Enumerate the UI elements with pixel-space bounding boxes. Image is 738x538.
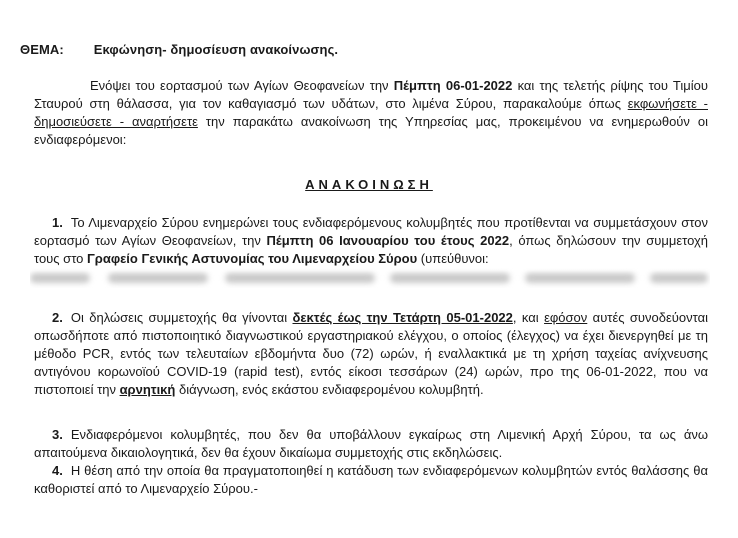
intro-text-3: την παρακάτω ανακοίνωση της Υπηρεσίας μας, προκειμένου να ενημερωθούν οι ενδιαφερόμενοι: — [34, 114, 708, 147]
item-1-text-2: , όπως δηλώσουν την συμμετοχή τους στο — [34, 233, 709, 266]
item-3-number: 3. — [52, 427, 63, 442]
item-1-number: 1. — [52, 215, 63, 230]
item-2-deadline: δεκτές έως την Τετάρτη 05-01-2022 — [292, 310, 513, 325]
item-1-text-1: Το Λιμεναρχείο Σύρου ενημερώνει τους ενδιαφερόμενους κολυμβητές που προτίθενται να συμμετάσχουν στον εορτασμό των Αγίων Θεοφανείων, την — [34, 215, 708, 248]
item-4-text: Η θέση από την οποία θα πραγματοποιηθεί η κατάδυση των ενδιαφερόμενων κολυμβητών εντός θαλάσσης θα καθοριστεί από το Λιμεναρχείο Σύρου.- — [34, 463, 708, 496]
item-2-efoson: εφόσον — [544, 310, 588, 325]
item-2-text-4: διάγνωση, ενός εκάστου ενδιαφερομένου κολυμβητή. — [175, 382, 484, 397]
item-1 — [34, 214, 708, 268]
item-2-text-3: αυτές συνοδεύονται οπωσδήποτε από πιστοποιητικό διαγνωστικού εργαστηριακού ελέγχου, ο οποίος (έλεγχος) να έχει διενεργηθεί με τη μέθοδο PCR, εντός των τελευταίων εβδομήντα δυο (72) ωρών, ή εναλλακτικά με τη χρήση ταχείας ανίχνευσης αντιγόνου κορωνοϊού COVID-19 (rapid test), εντός είκοσι τεσσάρων (24) ωρών, προ της 06-01-2022, που να πιστοποιεί την — [34, 310, 708, 397]
intro-date: Πέμπτη 06-01-2022 — [393, 78, 513, 93]
item-3-text: Ενδιαφερόμενοι κολυμβητές, που δεν θα υποβάλλουν εγκαίρως στη Λιμενική Αρχή Σύρου, τα ως άνω απαιτούμενα δικαιολογητικά, δεν θα έχουν δικαίωμα συμμετοχής στις εκδηλώσεις. — [34, 427, 708, 460]
item-1-text-3: (υπεύθυνοι: — [417, 251, 489, 266]
item-4 — [34, 462, 708, 498]
item-2-text-2: , και — [512, 310, 545, 325]
item-2-text-1: Οι δηλώσεις συμμετοχής θα γίνονται — [70, 310, 293, 325]
intro-text-2: και της τελετής ρίψης του Τιμίου Σταυρού στη θάλασσα, για τον καθαγιασμό των υδάτων, στο λιμένα Σύρου, παρακαλούμε όπως — [34, 78, 708, 111]
intro-underlined-verbs: εκφωνήσετε - δημοσιεύσετε - αναρτήσετε — [34, 96, 708, 129]
item-2-number: 2. — [52, 310, 63, 325]
item-1-office: Γραφείο Γενικής Αστυνομίας του Λιμεναρχείου Σύρου — [86, 251, 418, 266]
subject-line — [20, 42, 338, 57]
intro-paragraph — [34, 77, 708, 149]
item-3 — [34, 426, 708, 462]
announcement-heading: ΑΝΑΚΟΙΝΩΣΗ — [305, 177, 433, 192]
item-1-date: Πέμπτη 06 Ιανουαρίου του έτους 2022 — [266, 233, 510, 248]
intro-text-1: Ενόψει του εορτασμού των Αγίων Θεοφανείων την — [90, 78, 394, 93]
subject-label: ΘΕΜΑ: — [20, 42, 64, 57]
item-4-number: 4. — [52, 463, 63, 478]
item-2 — [34, 309, 708, 399]
subject-text: Εκφώνηση- δημοσίευση ανακοίνωσης. — [93, 42, 339, 57]
item-2-negative: αρνητική — [119, 382, 176, 397]
